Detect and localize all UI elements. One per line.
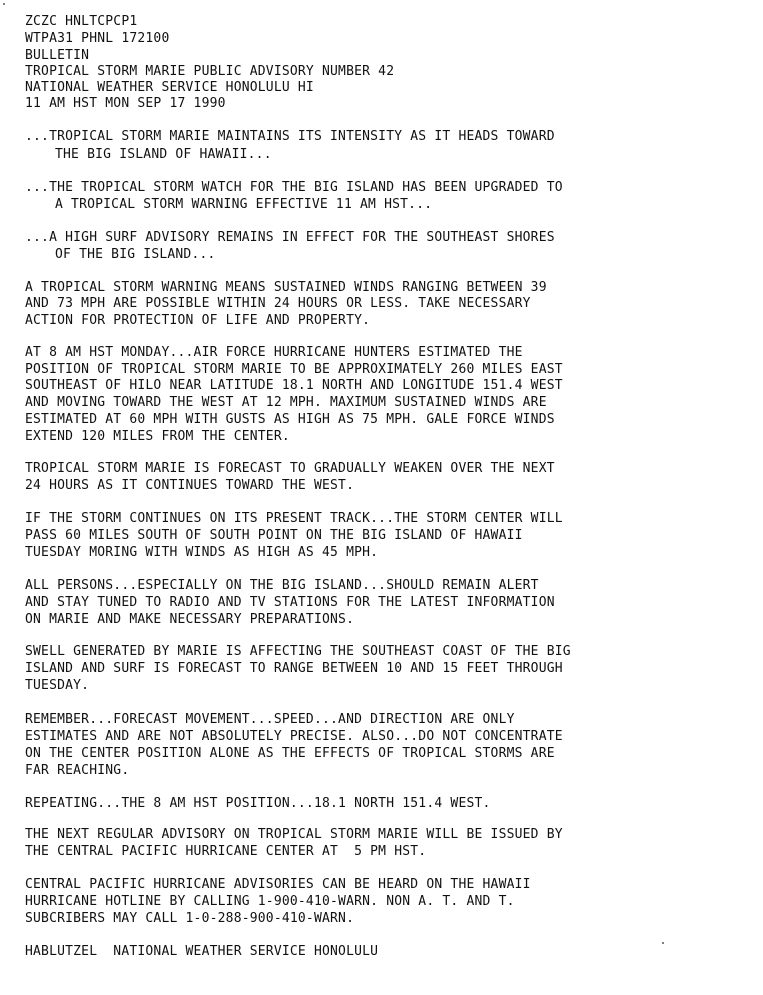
paragraph-line: EXTEND 120 MILES FROM THE CENTER.	[25, 429, 290, 444]
paragraph-line: AT 8 AM HST MONDAY...AIR FORCE HURRICANE HUNTERS ESTIMATED THE	[25, 345, 523, 360]
paragraph-line: ESTIMATES AND ARE NOT ABSOLUTELY PRECISE. ALSO...DO NOT CONCENTRATE	[25, 729, 563, 744]
paragraph-line: HURRICANE HOTLINE BY CALLING 1-900-410-WARN. NON A. T. AND T.	[25, 894, 515, 909]
paragraph-line: THE NEXT REGULAR ADVISORY ON TROPICAL STORM MARIE WILL BE ISSUED BY	[25, 827, 563, 842]
headline-2-line-2: A TROPICAL STORM WARNING EFFECTIVE 11 AM HST...	[55, 197, 433, 212]
issue-time: 11 AM HST MON SEP 17 1990	[25, 96, 226, 111]
headline-3-line-2: OF THE BIG ISLAND...	[55, 247, 216, 262]
paragraph-line: ESTIMATED AT 60 MPH WITH GUSTS AS HIGH AS 75 MPH. GALE FORCE WINDS	[25, 412, 555, 427]
headline-3-line-1: ...A HIGH SURF ADVISORY REMAINS IN EFFECT FOR THE SOUTHEAST SHORES	[25, 230, 555, 245]
header-line-1: ZCZC HNLTCPCP1	[25, 14, 138, 29]
paragraph-line: POSITION OF TROPICAL STORM MARIE TO BE APPROXIMATELY 260 MILES EAST	[25, 362, 563, 377]
paragraph-line: TROPICAL STORM MARIE IS FORECAST TO GRADUALLY WEAKEN OVER THE NEXT	[25, 461, 555, 476]
paragraph-line: FAR REACHING.	[25, 763, 130, 778]
paragraph-line: SUBCRIBERS MAY CALL 1-0-288-900-410-WARN.	[25, 911, 355, 926]
scan-speck	[3, 3, 5, 5]
paragraph-line: CENTRAL PACIFIC HURRICANE ADVISORIES CAN BE HEARD ON THE HAWAII	[25, 877, 531, 892]
issuing-office: NATIONAL WEATHER SERVICE HONOLULU HI	[25, 80, 314, 95]
scan-speck	[662, 942, 664, 944]
paragraph-line: SWELL GENERATED BY MARIE IS AFFECTING THE SOUTHEAST COAST OF THE BIG	[25, 644, 571, 659]
paragraph-line: AND 73 MPH ARE POSSIBLE WITHIN 24 HOURS OR LESS. TAKE NECESSARY	[25, 296, 531, 311]
paragraph-line: A TROPICAL STORM WARNING MEANS SUSTAINED WINDS RANGING BETWEEN 39	[25, 280, 547, 295]
paragraph-line: TUESDAY.	[25, 678, 90, 693]
header-line-2: WTPA31 PHNL 172100	[25, 31, 170, 46]
advisory-title: TROPICAL STORM MARIE PUBLIC ADVISORY NUMBER 42	[25, 64, 395, 79]
headline-1-line-1: ...TROPICAL STORM MARIE MAINTAINS ITS INTENSITY AS IT HEADS TOWARD	[25, 129, 555, 144]
paragraph-line: ON THE CENTER POSITION ALONE AS THE EFFECTS OF TROPICAL STORMS ARE	[25, 746, 555, 761]
header-line-3: BULLETIN	[25, 48, 90, 63]
paragraph-line: TUESDAY MORING WITH WINDS AS HIGH AS 45 MPH.	[25, 545, 379, 560]
paragraph-line: 24 HOURS AS IT CONTINUES TOWARD THE WEST.	[25, 478, 355, 493]
paragraph-line: ALL PERSONS...ESPECIALLY ON THE BIG ISLAND...SHOULD REMAIN ALERT	[25, 578, 539, 593]
signature: HABLUTZEL NATIONAL WEATHER SERVICE HONOLULU	[25, 944, 379, 959]
paragraph-line: REMEMBER...FORECAST MOVEMENT...SPEED...AND DIRECTION ARE ONLY	[25, 712, 515, 727]
paragraph-line: SOUTHEAST OF HILO NEAR LATITUDE 18.1 NORTH AND LONGITUDE 151.4 WEST	[25, 378, 563, 393]
paragraph-line: PASS 60 MILES SOUTH OF SOUTH POINT ON THE BIG ISLAND OF HAWAII	[25, 528, 523, 543]
paragraph-line: THE CENTRAL PACIFIC HURRICANE CENTER AT 5 PM HST.	[25, 844, 427, 859]
paragraph-line: AND STAY TUNED TO RADIO AND TV STATIONS FOR THE LATEST INFORMATION	[25, 595, 555, 610]
paragraph-line: AND MOVING TOWARD THE WEST AT 12 MPH. MAXIMUM SUSTAINED WINDS ARE	[25, 395, 547, 410]
paragraph-line: REPEATING...THE 8 AM HST POSITION...18.1 NORTH 151.4 WEST.	[25, 796, 491, 811]
headline-2-line-1: ...THE TROPICAL STORM WATCH FOR THE BIG ISLAND HAS BEEN UPGRADED TO	[25, 180, 563, 195]
headline-1-line-2: THE BIG ISLAND OF HAWAII...	[55, 147, 272, 162]
paragraph-line: ISLAND AND SURF IS FORECAST TO RANGE BETWEEN 10 AND 15 FEET THROUGH	[25, 661, 563, 676]
paragraph-line: ON MARIE AND MAKE NECESSARY PREPARATIONS.	[25, 612, 355, 627]
paragraph-line: ACTION FOR PROTECTION OF LIFE AND PROPERTY.	[25, 313, 371, 328]
paragraph-line: IF THE STORM CONTINUES ON ITS PRESENT TRACK...THE STORM CENTER WILL	[25, 511, 563, 526]
